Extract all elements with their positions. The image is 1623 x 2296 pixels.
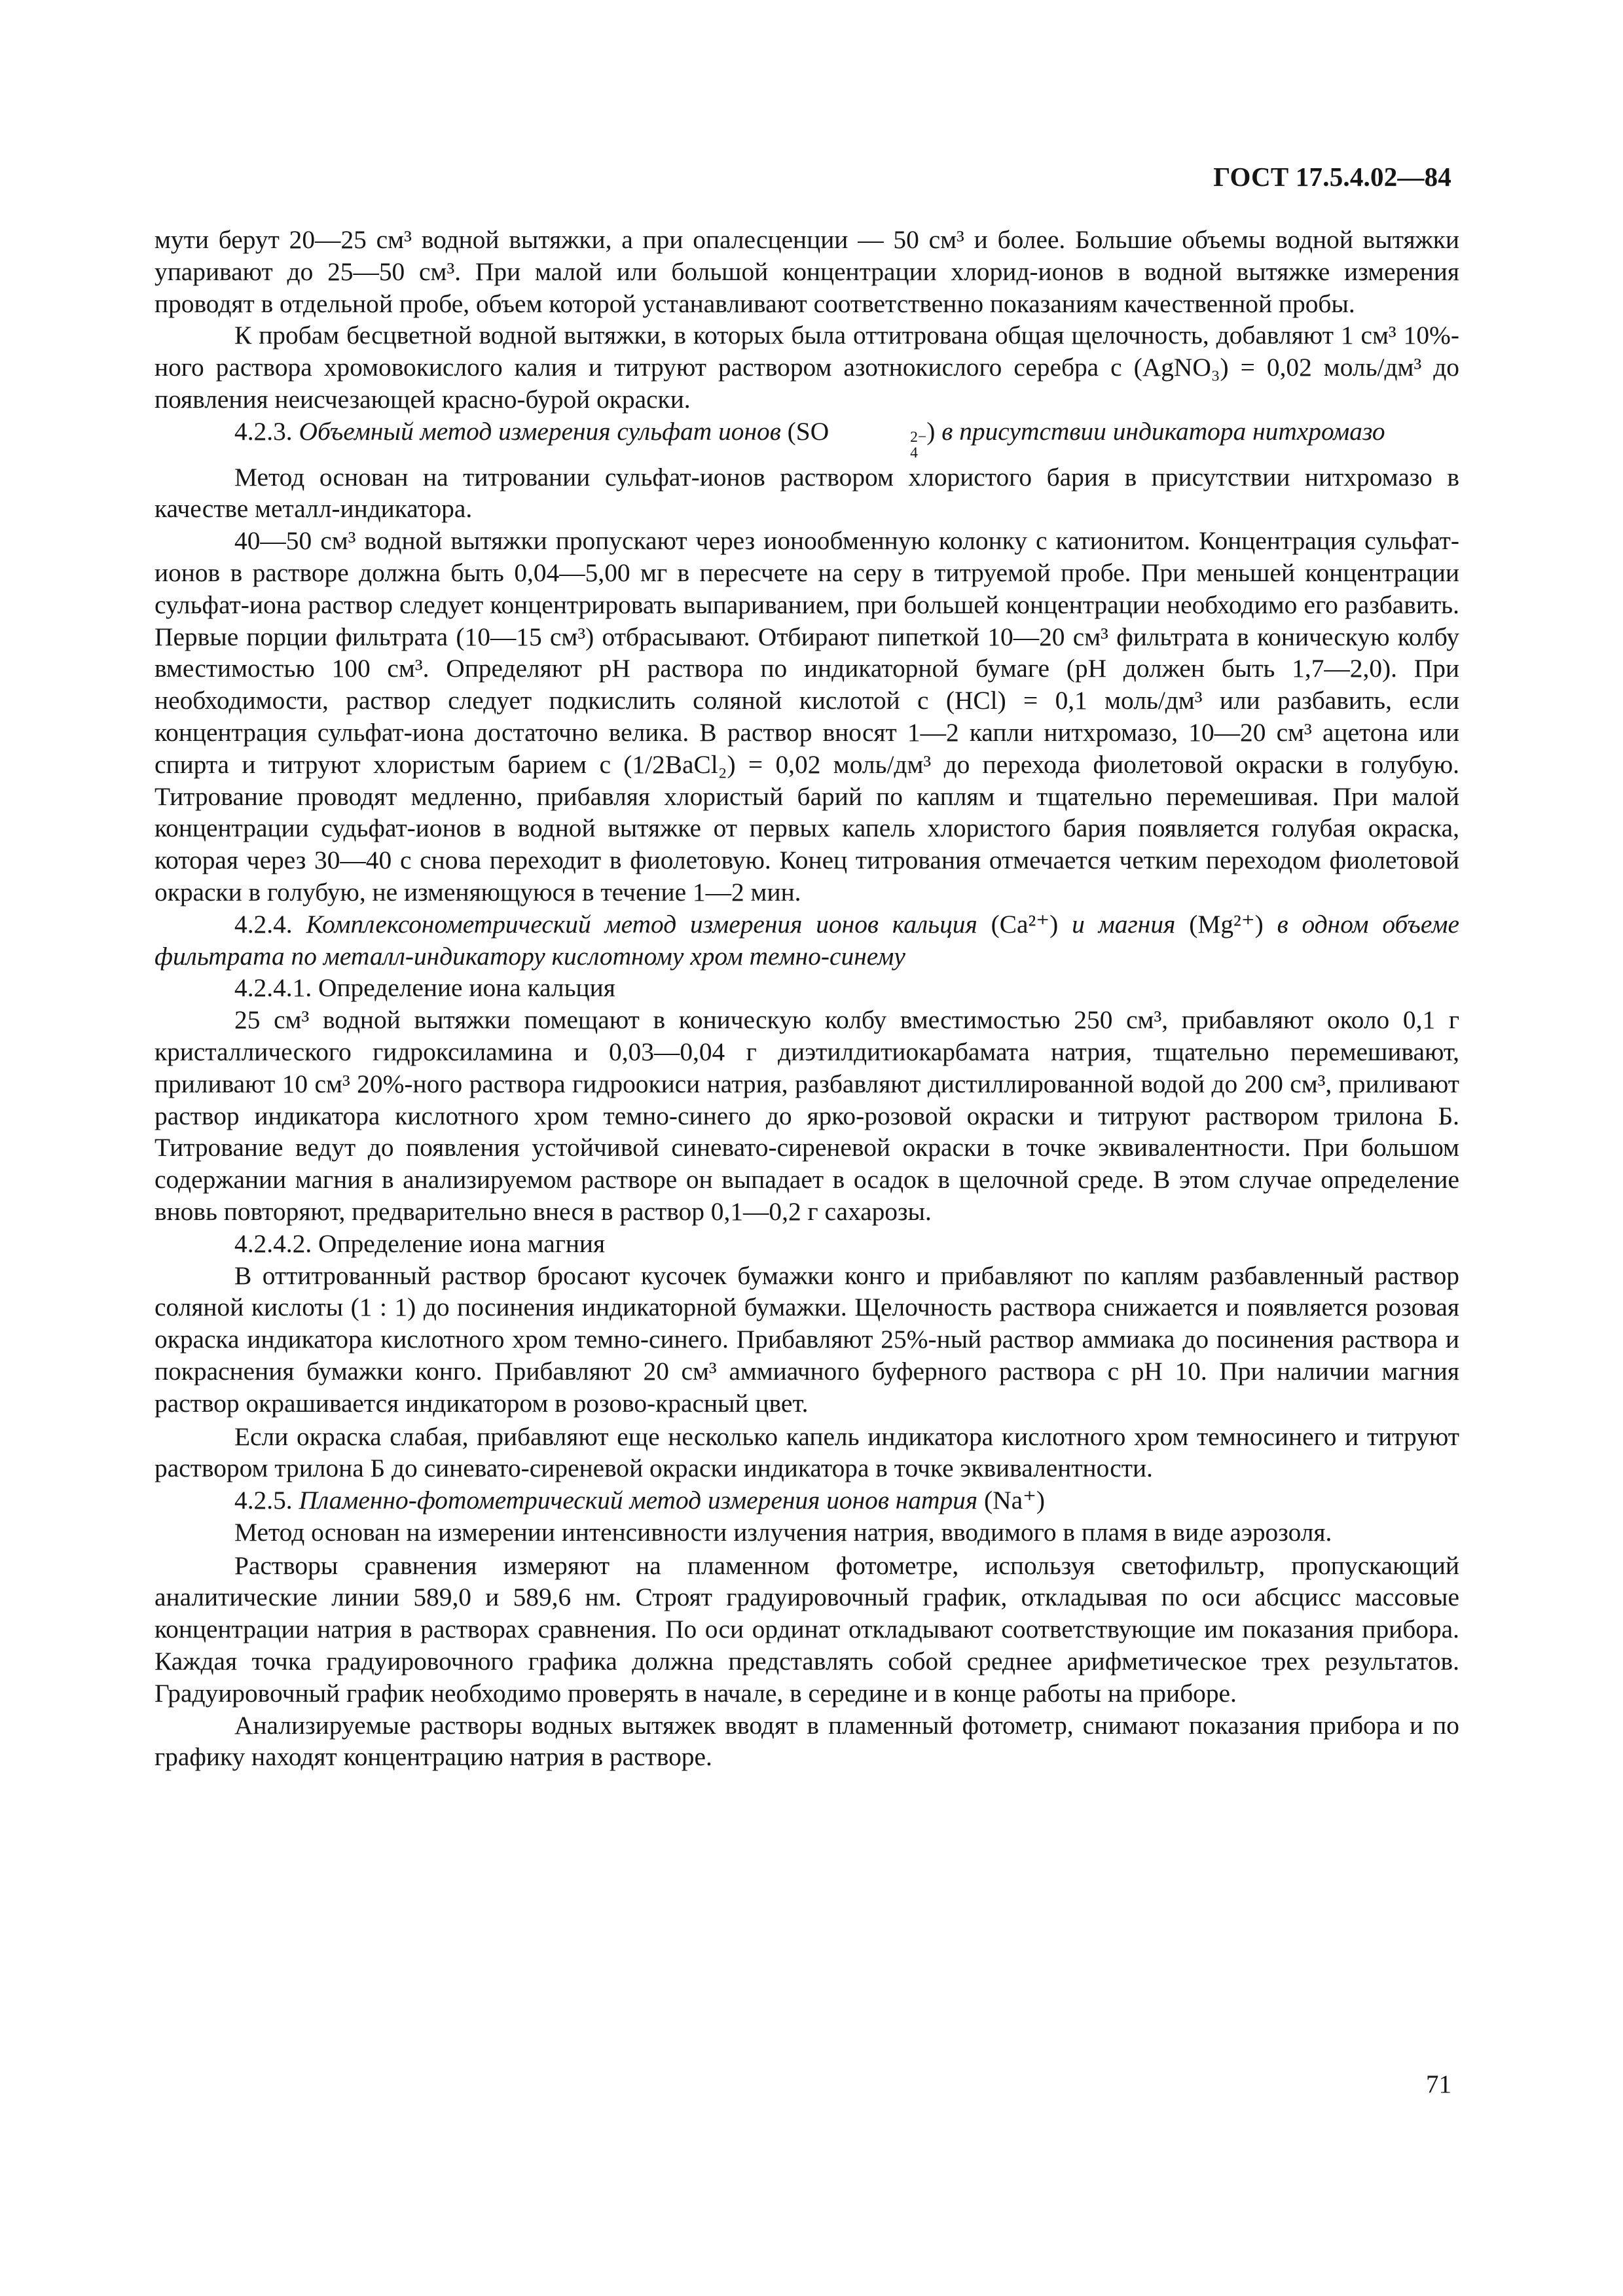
sulfate-charge: 2− 4 [910,429,927,461]
paragraph-4: 40—50 см³ водной вытяжки пропускают через ионообменную колонку с катионитом. Концентрация сульфат-ионов в растворе должна быть 0,04—5,00 мг в пересчете на серу в титруемой пробе. При меньшей концентрации сульфат-иона раствор следует концентрировать выпариванием, при большей концентрации необходимо его разбавить. Первые порции фильтрата (10—15 см³) отбрасывают. Отбирают пипеткой 10—20 см³ фильтрата в коническую колбу вместимостью 100 см³. Определяют pH раствора по индикаторной бумаге (pH должен быть 1,7—2,0). При необходимости, раствор следует подкислить соляной кислотой c (HCl) = 0,1 моль/дм³ или разбавить, если концентрация сульфат-иона достаточно велика. В раствор вносят 1—2 капли нитхромазо, 10—20 см³ ацетона или спирта и титруют хлористым барием c (1/2BaCl₂) = 0,02 моль/дм³ до перехода фиолетовой окраски в голубую. Титрование проводят медленно, прибавляя хлористый барий по каплям и тщательно перемешивая. При малой концентрации судьфат-ионов в водной вытяжке от первых капель хлористого бария появляется голубая окраска, которая через 30—40 с снова переходит в фиолетовую. Конец титрования отмечается четким переходом фиолетовой окраски в голубую, не изменяющуюся в течение 1—2 мин. [155,526,1459,906]
section-title-tail: в присутствии индикатора нитхромазо [941,416,1385,446]
section-4-2-4-heading [155,908,1459,973]
section-4-2-3-heading: 4.2.3. Объемный метод измерения сульфат ионов (SO 2− 4 ) в присутствии индикатора нитхромазо [234,416,1385,461]
paragraph-2: К пробам бесцветной водной вытяжки, в которых была оттитрована общая щелочность, добавляют 1 см³ 10%-ного раствора хромовокислого калия и титруют раствором азотнокислого серебра c (AgNO₃) = 0,02 моль/дм³ до появления неисчезающей красно-бурой окраски. [155,321,1459,414]
section-number: 4.2.4. [234,909,293,939]
section-title-mid: и магния [1072,909,1176,939]
magnesium-formula: (Mg²⁺) [1189,909,1264,939]
subsection-4-2-4-1: 4.2.4.1. Определение иона кальция [234,973,615,1003]
paragraph-1: мути берут 20—25 см³ водной вытяжки, а при опалесценции — 50 см³ и более. Большие объемы водной вытяжки упаривают до 25—50 см³. При малой или большой концентрации хлорид-ионов в водной вытяжке измерения проводят в отдельной пробе, объем которой устанавливают соответственно показаниям качественной пробы. [155,225,1459,318]
sulfate-formula: SO [795,416,830,446]
section-number: 4.2.3. [234,416,293,446]
document-body [155,224,1459,1773]
standard-header: ГОСТ 17.5.4.02—84 [1213,162,1451,192]
section-title: Пламенно-фотометрический метод измерения ионов натрия [299,1486,978,1515]
paragraph-7: Если окраска слабая, прибавляют еще несколько капель индикатора кислотного хром темносинего и титруют раствором трилона Б до синевато-сиреневой окраски индикатора в точке эквивалентности. [155,1422,1459,1483]
paragraph-9: Растворы сравнения измеряют на пламенном фотометре, используя светофильтр, пропускающий аналитические линии 589,0 и 589,6 нм. Строят градуировочный график, откладывая по оси абсцисс массовые концентрации натрия в растворах сравнения. По оси ординат откладывают соответствующие им показания прибора. Каждая точка градуировочного графика должна представлять собой среднее арифметическое трех результатов. Градуировочный график необходимо проверять в начале, в середине и в конце работы на приборе. [155,1551,1459,1708]
page-number: 71 [1426,2070,1451,2098]
paragraph-8: Метод основан на измерении интенсивности излучения натрия, вводимого в пламя в виде аэрозоля. [234,1517,1332,1547]
section-title: Комплексонометрический метод измерения ионов кальция [306,909,977,939]
section-title-tail: в одном объеме фильтрата по металл-индикатору кислотному хром темно-синему [155,909,1459,971]
section-title: Объемный метод измерения сульфат ионов [299,416,781,446]
subsection-4-2-4-2: 4.2.4.2. Определение иона магния [234,1229,606,1258]
paragraph-10: Анализируемые растворы водных вытяжек вводят в пламенный фотометр, снимают показания прибора и по графику находят концентрацию натрия в растворе. [155,1710,1459,1772]
paragraph-5: 25 см³ водной вытяжки помещают в коническую колбу вместимостью 250 см³, прибавляют около 0,1 г кристаллического гидроксиламина и 0,03—0,04 г диэтилдитиокарбамата натрия, тщательно перемешивают, приливают 10 см³ 20%-ного раствора гидроокиси натрия, разбавляют дистиллированной водой до 200 см³, приливают раствор индикатора кислотного хром темно-синего до ярко-розовой окраски и титруют раствором трилона Б. Титрование ведут до появления устойчивой синевато-сиреневой окраски в точке эквивалентности. При большом содержании магния в анализируемом растворе он выпадает в осадок в щелочной среде. В этом случае определение вновь повторяют, предварительно внеся в раствор 0,1—0,2 г сахарозы. [155,1005,1459,1226]
section-4-2-5-heading [155,1484,1459,1516]
paragraph-6: В оттитрованный раствор бросают кусочек бумажки конго и прибавляют по каплям разбавленный раствор соляной кислоты (1 : 1) до посинения индикаторной бумажки. Щелочность раствора снижается и появляется розовая окраска индикатора кислотного хром темно-синего. Прибавляют 25%-ный раствор аммиака до посинения раствора и покраснения бумажки конго. Прибавляют 20 см³ аммиачного буферного раствора с pH 10. При наличии магния раствор окрашивается индикатором в розово-красный цвет. [155,1261,1459,1418]
sodium-formula: (Na⁺) [984,1486,1046,1515]
paragraph-3: Метод основан на титровании сульфат-ионов раствором хлористого бария в присутствии нитхромазо в качестве металл-индикатора. [155,462,1459,524]
calcium-formula: (Ca²⁺) [991,909,1059,939]
section-number: 4.2.5. [234,1486,293,1515]
